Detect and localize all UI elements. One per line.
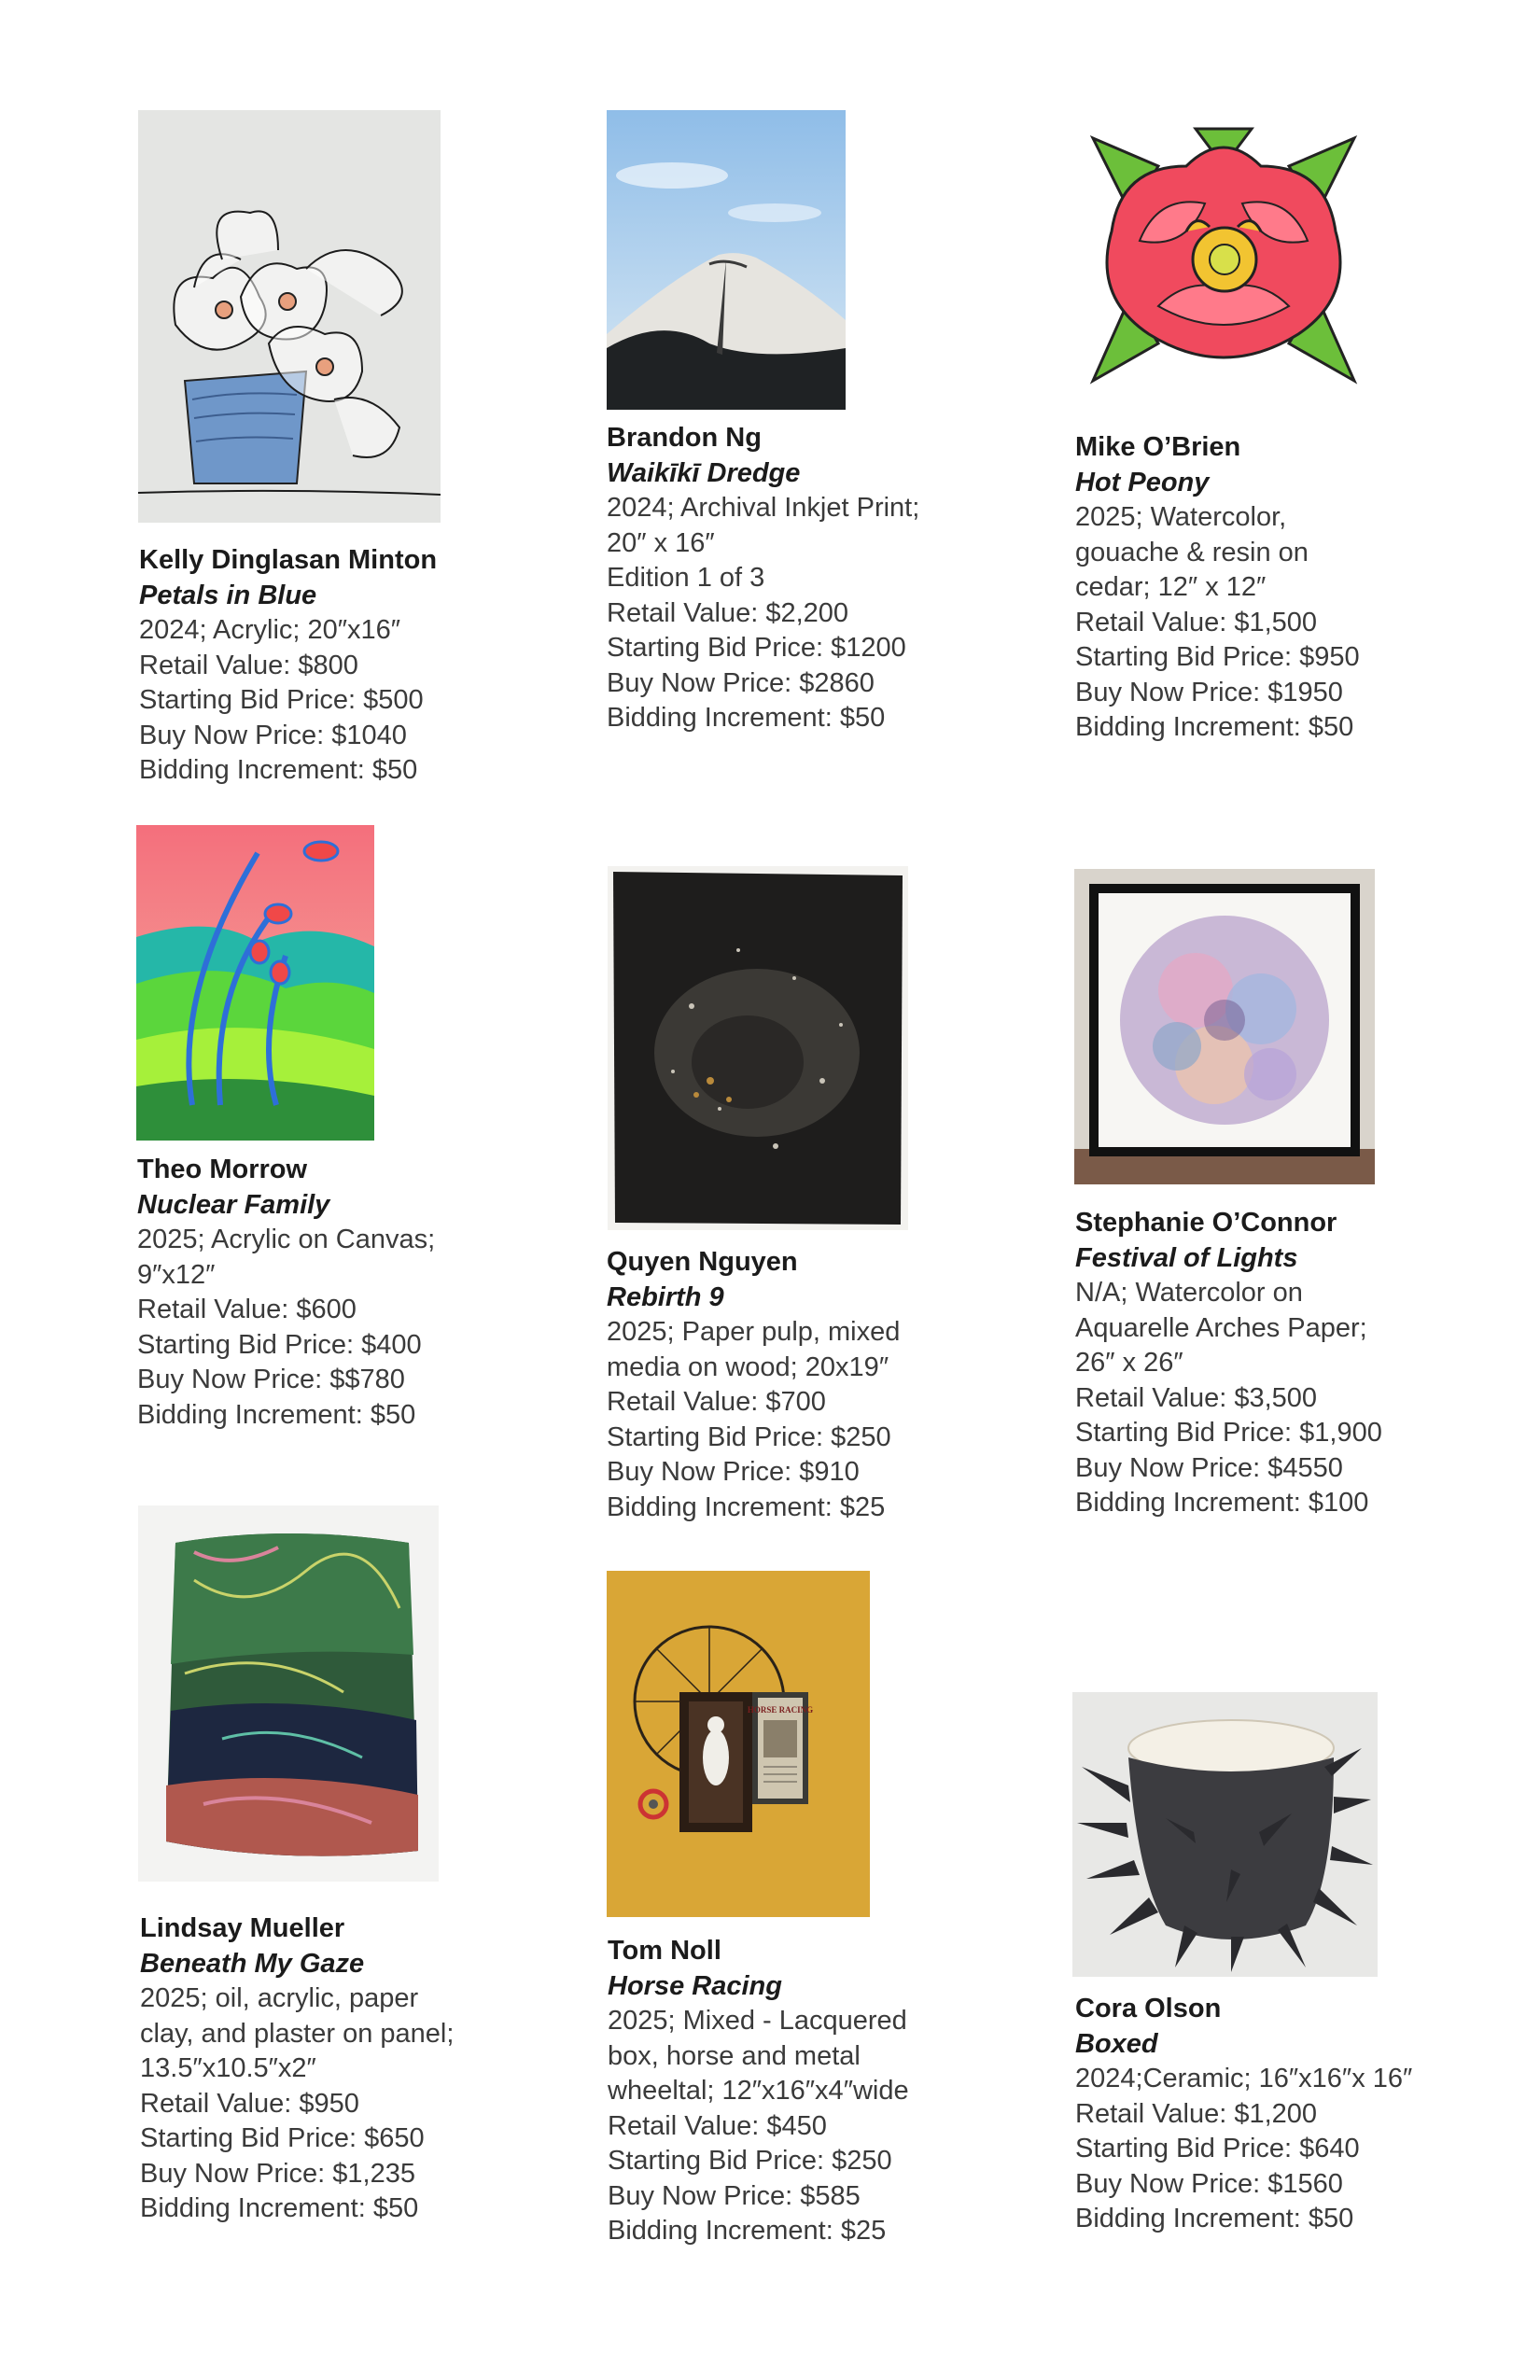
starting-bid-price: Starting Bid Price: $650 [140, 2123, 425, 2153]
buy-now-price: Buy Now Price: $$780 [137, 1365, 405, 1394]
starting-bid-price: Starting Bid Price: $950 [1075, 642, 1360, 672]
retail-value: Retail Value: $600 [137, 1295, 357, 1324]
starting-bid-price: Starting Bid Price: $500 [139, 685, 424, 715]
starting-bid-price: Starting Bid Price: $1200 [607, 633, 906, 663]
artwork-image-beneath-my-gaze[interactable] [138, 1505, 439, 1882]
bidding-increment: Bidding Increment: $25 [607, 1491, 886, 1522]
framed-circle-painting [1074, 869, 1375, 1184]
artwork-caption [137, 1153, 492, 1433]
artwork-details: 2025; oil, acrylic, paper [140, 1983, 419, 2013]
artwork-details: media on wood; 20x19″ [607, 1351, 889, 1382]
paper-pulp-artwork [608, 866, 908, 1230]
artwork-details: cedar; 12″ x 12″ [1075, 572, 1267, 602]
peony-painting [1074, 110, 1375, 411]
artwork-image-waikiki-dredge[interactable] [607, 110, 846, 410]
buy-now-price: Buy Now Price: $1560 [1075, 2168, 1343, 2199]
buy-now-price: Buy Now Price: $1,235 [140, 2158, 415, 2189]
artwork-caption [1075, 430, 1430, 746]
bidding-increment: Bidding Increment: $25 [608, 2216, 887, 2246]
artwork-image-nuclear-family[interactable] [136, 825, 374, 1141]
retail-value: Retail Value: $2,200 [607, 597, 849, 628]
artwork-details: 20″ x 16″ [607, 527, 715, 558]
bidding-increment: Bidding Increment: $50 [607, 703, 886, 733]
artwork-caption [608, 1934, 962, 2249]
artwork-caption [1075, 1206, 1430, 1521]
artwork-details: 2024;Ceramic; 16″x16″x 16″ [1075, 2064, 1413, 2093]
buy-now-price: Buy Now Price: $2860 [607, 667, 875, 698]
flowers-landscape-painting [136, 825, 374, 1141]
bidding-increment: Bidding Increment: $50 [137, 1399, 416, 1430]
artwork-details: 2024; Archival Inkjet Print; [607, 493, 920, 523]
starting-bid-price: Starting Bid Price: $250 [608, 2146, 892, 2176]
bidding-increment: Bidding Increment: $100 [1075, 1488, 1369, 1518]
retail-value: Retail Value: $700 [607, 1387, 826, 1417]
starting-bid-price: Starting Bid Price: $1,900 [1075, 1418, 1382, 1448]
retail-value: Retail Value: $950 [140, 2088, 359, 2119]
artwork-details: clay, and plaster on panel; [140, 2018, 455, 2049]
artwork-image-horse-racing[interactable] [607, 1571, 870, 1917]
artwork-details: gouache & resin on [1075, 537, 1309, 567]
artist-name: Tom Noll [608, 1936, 721, 1966]
artist-name: Cora Olson [1075, 1994, 1222, 2023]
artwork-details: box, horse and metal [608, 2040, 861, 2071]
bidding-increment: Bidding Increment: $50 [1075, 712, 1354, 742]
artwork-details: 26″ x 26″ [1075, 1348, 1183, 1378]
bidding-increment: Bidding Increment: $50 [140, 2193, 419, 2223]
starting-bid-price: Starting Bid Price: $640 [1075, 2134, 1360, 2163]
artwork-caption [607, 1245, 961, 1525]
artwork-caption [139, 543, 494, 789]
buy-now-price: Buy Now Price: $1040 [139, 720, 407, 750]
orchid-painting [138, 110, 441, 523]
artwork-details: wheeltal; 12″x16″x4″wide [608, 2076, 909, 2106]
retail-value: Retail Value: $450 [608, 2110, 827, 2141]
artwork-details: 2025; Acrylic on Canvas; [137, 1225, 436, 1254]
retail-value: Retail Value: $800 [139, 650, 358, 680]
artist-name: Stephanie O’Connor [1075, 1208, 1337, 1238]
artwork-image-hot-peony[interactable] [1074, 110, 1375, 411]
artwork-details: 2025; Paper pulp, mixed [607, 1317, 901, 1347]
artwork-details: 2025; Watercolor, [1075, 502, 1287, 532]
artwork-details: Edition 1 of 3 [607, 563, 765, 593]
textured-panel-artwork [138, 1505, 439, 1882]
artwork-image-boxed[interactable] [1072, 1692, 1378, 1977]
artwork-details: 13.5″x10.5″x2″ [140, 2053, 316, 2083]
artwork-title: Nuclear Family [137, 1189, 330, 1220]
artwork-title: Petals in Blue [139, 580, 317, 610]
bidding-increment: Bidding Increment: $50 [1075, 2204, 1354, 2233]
artwork-details: N/A; Watercolor on [1075, 1278, 1303, 1308]
artwork-title: Hot Peony [1075, 467, 1210, 497]
artwork-caption [1075, 1992, 1430, 2237]
artwork-details: 2024; Acrylic; 20″x16″ [139, 615, 401, 645]
retail-value: Retail Value: $3,500 [1075, 1382, 1318, 1413]
artwork-details: Aquarelle Arches Paper; [1075, 1312, 1367, 1343]
buy-now-price: Buy Now Price: $585 [608, 2180, 861, 2211]
poster-text: HORSE RACING [747, 1705, 814, 1715]
artwork-title: Horse Racing [608, 1970, 782, 2001]
artist-name: Quyen Nguyen [607, 1247, 798, 1277]
artwork-image-rebirth-9[interactable] [608, 866, 908, 1230]
artist-name: Kelly Dinglasan Minton [139, 545, 438, 575]
starting-bid-price: Starting Bid Price: $250 [607, 1421, 891, 1452]
spiked-ceramic-vessel [1072, 1692, 1378, 1977]
artwork-image-petals-in-blue[interactable] [138, 110, 441, 523]
artist-name: Lindsay Mueller [140, 1913, 345, 1943]
artwork-caption [140, 1911, 495, 2227]
retail-value: Retail Value: $1,500 [1075, 607, 1318, 637]
retail-value: Retail Value: $1,200 [1075, 2098, 1318, 2129]
lacquered-box-artwork [607, 1571, 870, 1917]
artwork-details: 9″x12″ [137, 1259, 216, 1290]
sand-mound-photo [607, 110, 846, 410]
artist-name: Mike O’Brien [1075, 432, 1241, 462]
artwork-title: Boxed [1075, 2028, 1158, 2059]
artwork-image-festival-of-lights[interactable] [1074, 869, 1375, 1184]
artwork-title: Rebirth 9 [607, 1281, 724, 1312]
artwork-caption [607, 421, 961, 736]
buy-now-price: Buy Now Price: $1950 [1075, 677, 1343, 707]
artwork-details: 2025; Mixed - Lacquered [608, 2006, 907, 2036]
buy-now-price: Buy Now Price: $4550 [1075, 1452, 1343, 1483]
artwork-title: Waikīkī Dredge [607, 457, 801, 488]
bidding-increment: Bidding Increment: $50 [139, 755, 418, 785]
artist-name: Theo Morrow [137, 1155, 308, 1184]
artwork-title: Festival of Lights [1075, 1242, 1298, 1273]
artist-name: Brandon Ng [607, 423, 762, 453]
buy-now-price: Buy Now Price: $910 [607, 1457, 860, 1487]
starting-bid-price: Starting Bid Price: $400 [137, 1329, 422, 1360]
artwork-title: Beneath My Gaze [140, 1948, 365, 1979]
